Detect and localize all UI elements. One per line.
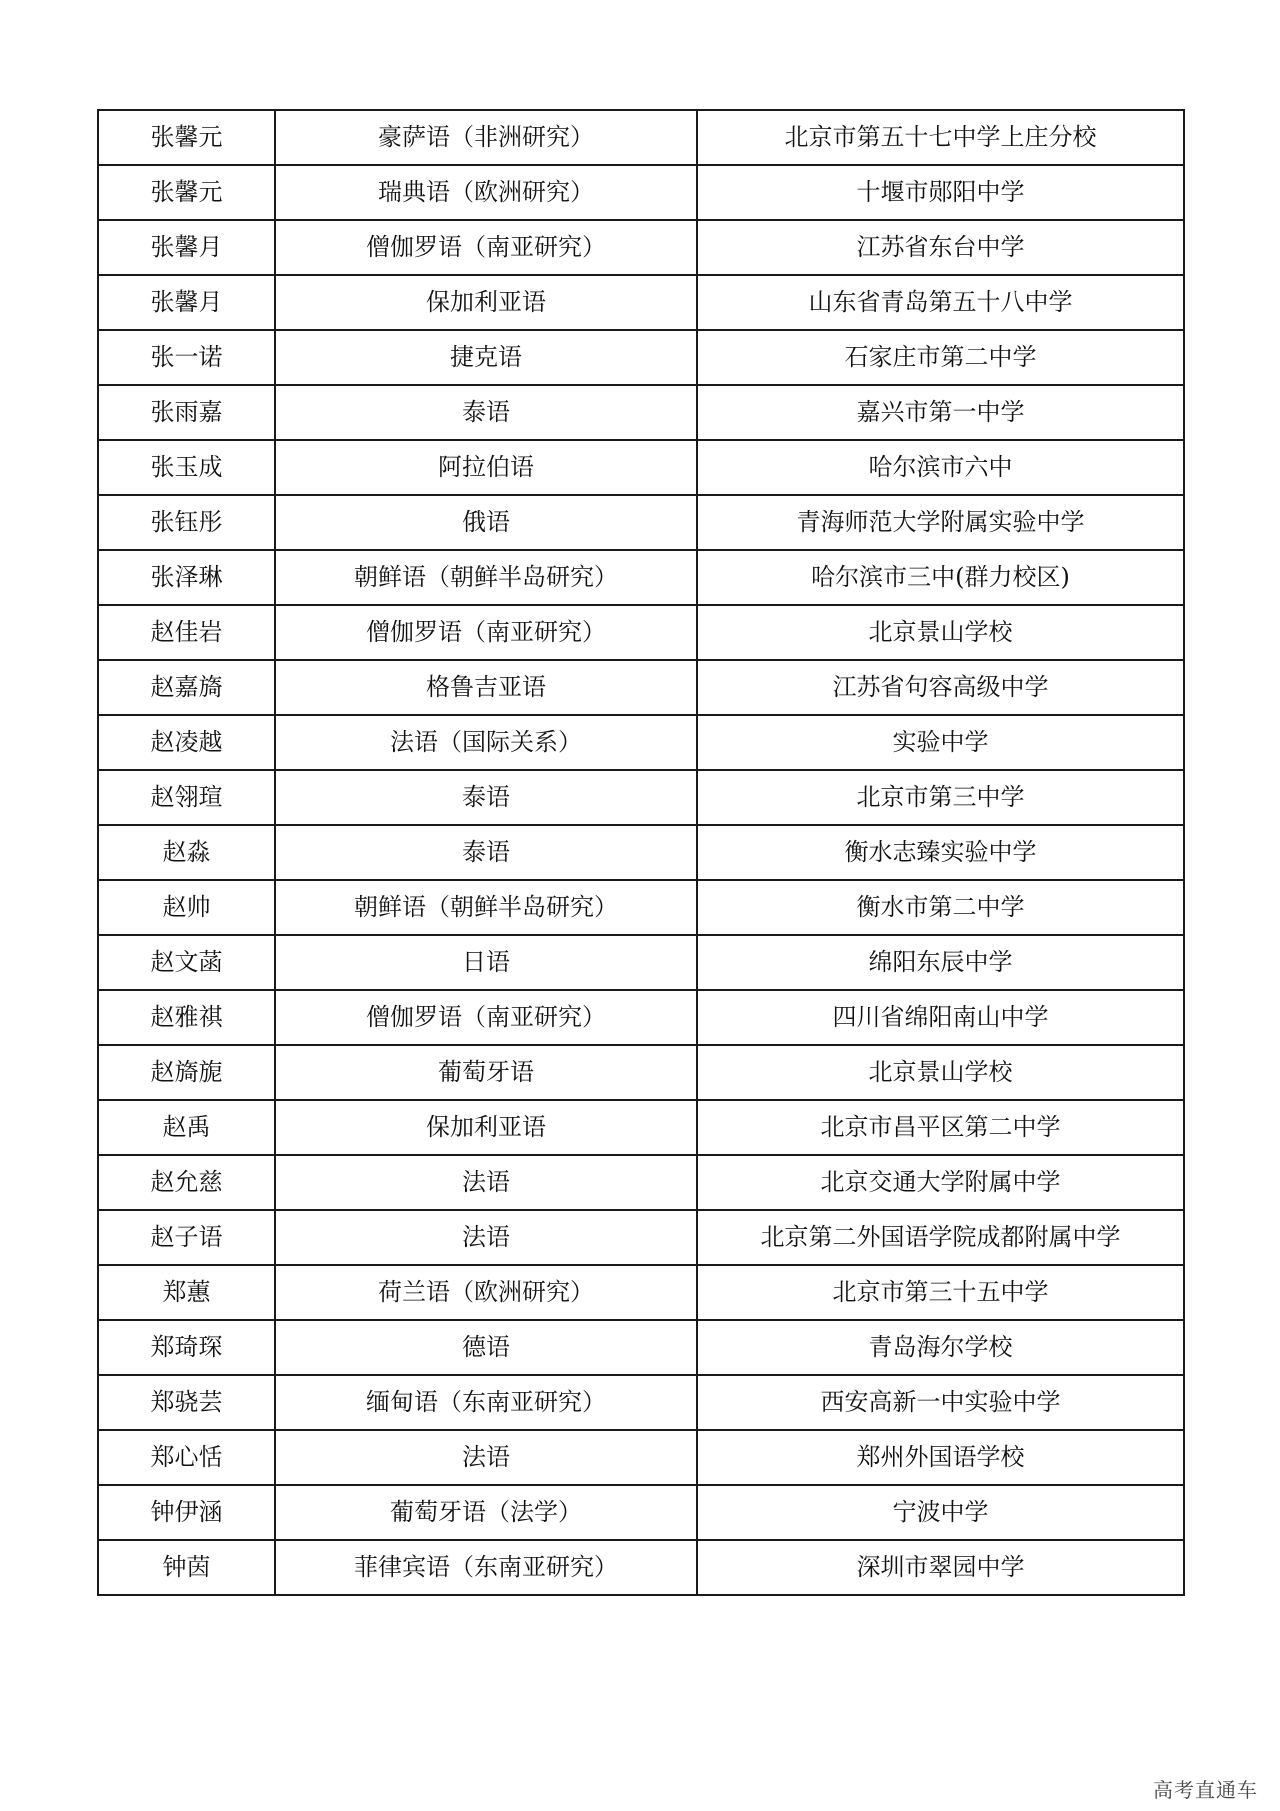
name-cell: 张馨元: [98, 110, 275, 165]
school-cell: 江苏省东台中学: [697, 220, 1184, 275]
name-cell: 赵禹: [98, 1100, 275, 1155]
language-cell: 格鲁吉亚语: [275, 660, 697, 715]
table-row: [98, 1265, 1184, 1320]
school-cell: 北京交通大学附属中学: [697, 1155, 1184, 1210]
table-row: [98, 1155, 1184, 1210]
table-row: [98, 715, 1184, 770]
name-cell: 张泽琳: [98, 550, 275, 605]
table-row: [98, 660, 1184, 715]
name-cell: 张馨月: [98, 220, 275, 275]
name-cell: 赵翎瑄: [98, 770, 275, 825]
school-cell: 北京景山学校: [697, 605, 1184, 660]
school-cell: 石家庄市第二中学: [697, 330, 1184, 385]
language-cell: 保加利亚语: [275, 275, 697, 330]
table-row: [98, 1375, 1184, 1430]
name-cell: 赵佳岩: [98, 605, 275, 660]
school-cell: 四川省绵阳南山中学: [697, 990, 1184, 1045]
school-cell: 实验中学: [697, 715, 1184, 770]
school-cell: 江苏省句容高级中学: [697, 660, 1184, 715]
language-cell: 僧伽罗语（南亚研究）: [275, 220, 697, 275]
language-cell: 法语: [275, 1155, 697, 1210]
school-cell: 北京景山学校: [697, 1045, 1184, 1100]
name-cell: 张馨月: [98, 275, 275, 330]
table-body: [98, 110, 1184, 1595]
language-cell: 保加利亚语: [275, 1100, 697, 1155]
language-cell: 缅甸语（东南亚研究）: [275, 1375, 697, 1430]
language-cell: 僧伽罗语（南亚研究）: [275, 605, 697, 660]
table-row: [98, 1210, 1184, 1265]
name-cell: 郑骁芸: [98, 1375, 275, 1430]
name-cell: 张一诺: [98, 330, 275, 385]
language-cell: 俄语: [275, 495, 697, 550]
table-row: [98, 605, 1184, 660]
table-row: [98, 1045, 1184, 1100]
language-cell: 法语: [275, 1430, 697, 1485]
school-cell: 嘉兴市第一中学: [697, 385, 1184, 440]
language-cell: 捷克语: [275, 330, 697, 385]
language-cell: 泰语: [275, 385, 697, 440]
language-cell: 日语: [275, 935, 697, 990]
table-row: [98, 1320, 1184, 1375]
name-cell: 郑蕙: [98, 1265, 275, 1320]
school-cell: 十堰市郧阳中学: [697, 165, 1184, 220]
language-cell: 阿拉伯语: [275, 440, 697, 495]
school-cell: 北京市第三十五中学: [697, 1265, 1184, 1320]
table-row: [98, 165, 1184, 220]
name-cell: 赵子语: [98, 1210, 275, 1265]
school-cell: 青岛海尔学校: [697, 1320, 1184, 1375]
name-cell: 郑心恬: [98, 1430, 275, 1485]
school-cell: 山东省青岛第五十八中学: [697, 275, 1184, 330]
language-cell: 德语: [275, 1320, 697, 1375]
name-cell: 钟茵: [98, 1540, 275, 1595]
name-cell: 赵帅: [98, 880, 275, 935]
name-cell: 赵雅祺: [98, 990, 275, 1045]
table-row: [98, 1100, 1184, 1155]
table-row: [98, 1540, 1184, 1595]
school-cell: 绵阳东辰中学: [697, 935, 1184, 990]
admission-table: [97, 109, 1185, 1596]
school-cell: 哈尔滨市六中: [697, 440, 1184, 495]
table-row: [98, 385, 1184, 440]
name-cell: 赵嘉旖: [98, 660, 275, 715]
table-row: [98, 935, 1184, 990]
name-cell: 钟伊涵: [98, 1485, 275, 1540]
language-cell: 泰语: [275, 770, 697, 825]
language-cell: 泰语: [275, 825, 697, 880]
name-cell: 张玉成: [98, 440, 275, 495]
table-row: [98, 220, 1184, 275]
school-cell: 衡水志臻实验中学: [697, 825, 1184, 880]
table-row: [98, 275, 1184, 330]
language-cell: 菲律宾语（东南亚研究）: [275, 1540, 697, 1595]
school-cell: 深圳市翠园中学: [697, 1540, 1184, 1595]
table-row: [98, 330, 1184, 385]
name-cell: 张钰彤: [98, 495, 275, 550]
table-row: [98, 1430, 1184, 1485]
language-cell: 僧伽罗语（南亚研究）: [275, 990, 697, 1045]
watermark-text: 高考直通车: [1153, 1778, 1258, 1802]
school-cell: 西安高新一中实验中学: [697, 1375, 1184, 1430]
table-row: [98, 825, 1184, 880]
language-cell: 朝鲜语（朝鲜半岛研究）: [275, 550, 697, 605]
table-row: [98, 440, 1184, 495]
school-cell: 衡水市第二中学: [697, 880, 1184, 935]
school-cell: 宁波中学: [697, 1485, 1184, 1540]
name-cell: 赵允慈: [98, 1155, 275, 1210]
table-row: [98, 1485, 1184, 1540]
name-cell: 赵凌越: [98, 715, 275, 770]
table-row: [98, 880, 1184, 935]
language-cell: 葡萄牙语: [275, 1045, 697, 1100]
table-row: [98, 495, 1184, 550]
table-row: [98, 770, 1184, 825]
name-cell: 赵旖旎: [98, 1045, 275, 1100]
table-row: [98, 550, 1184, 605]
name-cell: 赵淼: [98, 825, 275, 880]
school-cell: 哈尔滨市三中(群力校区): [697, 550, 1184, 605]
school-cell: 北京市第三中学: [697, 770, 1184, 825]
school-cell: 北京市昌平区第二中学: [697, 1100, 1184, 1155]
table-row: [98, 990, 1184, 1045]
name-cell: 张雨嘉: [98, 385, 275, 440]
school-cell: 郑州外国语学校: [697, 1430, 1184, 1485]
school-cell: 青海师范大学附属实验中学: [697, 495, 1184, 550]
language-cell: 葡萄牙语（法学）: [275, 1485, 697, 1540]
language-cell: 朝鲜语（朝鲜半岛研究）: [275, 880, 697, 935]
name-cell: 郑琦琛: [98, 1320, 275, 1375]
roster-sheet: [97, 109, 1185, 1596]
language-cell: 荷兰语（欧洲研究）: [275, 1265, 697, 1320]
name-cell: 张馨元: [98, 165, 275, 220]
school-cell: 北京市第五十七中学上庄分校: [697, 110, 1184, 165]
language-cell: 豪萨语（非洲研究）: [275, 110, 697, 165]
table-row: [98, 110, 1184, 165]
school-cell: 北京第二外国语学院成都附属中学: [697, 1210, 1184, 1265]
language-cell: 瑞典语（欧洲研究）: [275, 165, 697, 220]
name-cell: 赵文菡: [98, 935, 275, 990]
language-cell: 法语（国际关系）: [275, 715, 697, 770]
language-cell: 法语: [275, 1210, 697, 1265]
